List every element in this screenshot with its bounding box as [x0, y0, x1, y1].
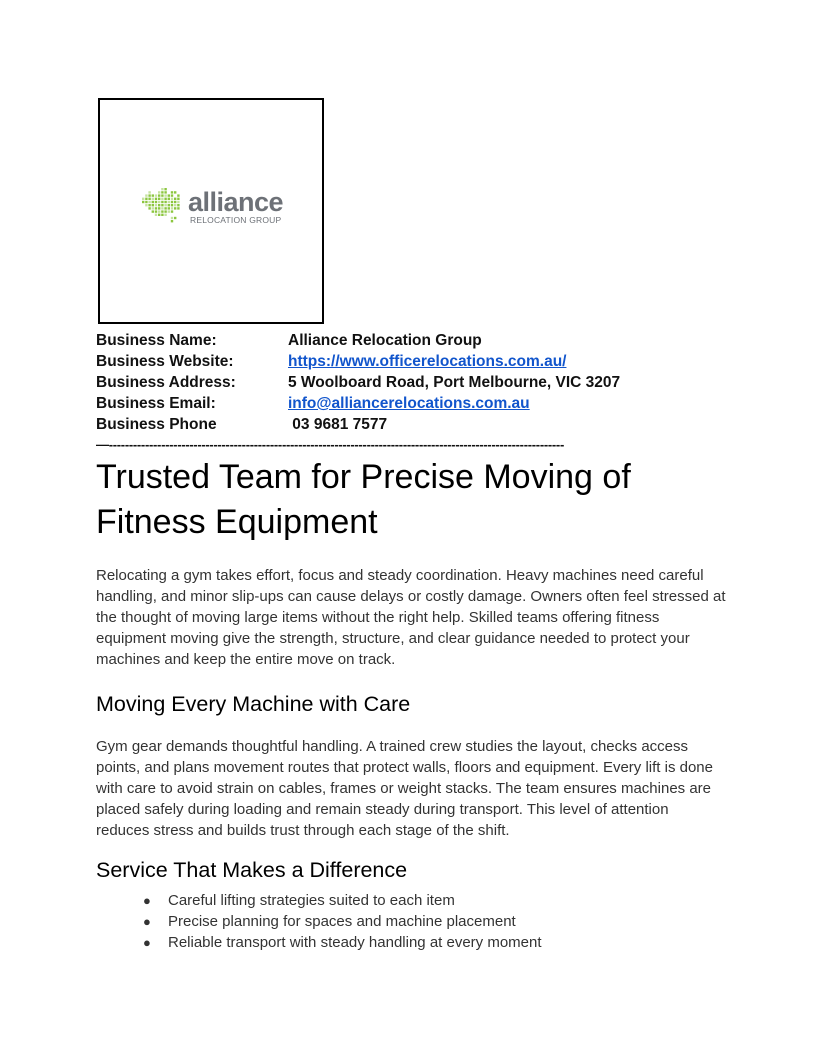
bullet-icon: ● [143, 935, 151, 950]
business-name-value: Alliance Relocation Group [288, 332, 482, 349]
business-website-row [96, 351, 736, 372]
business-website-label: Business Website: [96, 353, 234, 370]
logo-subtitle: RELOCATION GROUP [190, 215, 282, 225]
business-info [96, 330, 736, 435]
list-item [143, 911, 542, 932]
business-email-row [96, 393, 736, 414]
article-title: Trusted Team for Precise Moving of Fitness Equipment [96, 458, 631, 541]
logo-wordmark: alliance [188, 187, 284, 217]
business-email-link[interactable]: info@alliancerelocations.com.au [288, 395, 530, 412]
business-address-row [96, 372, 736, 393]
service-bullet-list [143, 890, 542, 953]
business-phone-row [96, 414, 736, 435]
business-address-value: 5 Woolboard Road, Port Melbourne, VIC 3207 [288, 374, 621, 391]
business-address-label: Business Address: [96, 374, 236, 391]
divider-line: —----------------------------------------------------------------------------------------------------------------- [96, 437, 564, 452]
business-name-row [96, 330, 736, 351]
bullet-icon: ● [143, 893, 151, 908]
business-logo [98, 98, 324, 324]
bullet-text: Reliable transport with steady handling at every moment [168, 934, 542, 951]
care-paragraph: Gym gear demands thoughtful handling. A trained crew studies the layout, checks access points, and plans movement routes that protect walls, floors and equipment. Every lift is done with care to avoid strain on cables, frames or weight stacks. The team ensures machines are placed safely during loading and remain steady during transport. This level of attention reduces stress and builds trust through each stage of the shift. [96, 738, 713, 839]
section-heading-service: Service That Makes a Difference [96, 858, 408, 882]
list-item [143, 890, 542, 911]
business-phone-label: Business Phone [96, 416, 217, 433]
bullet-text: Precise planning for spaces and machine placement [168, 913, 516, 930]
business-email-label: Business Email: [96, 395, 216, 412]
intro-paragraph: Relocating a gym takes effort, focus and steady coordination. Heavy machines need careful handling, and minor slip-ups can cause delays or costly damage. Owners often feel stressed at the thought of moving large items without the right help. Skilled teams offering fitness equipment moving give the strength, structure, and clear guidance needed to protect your machines and keep the entire move on track. [96, 567, 726, 668]
business-website-link[interactable]: https://www.officerelocations.com.au/ [288, 353, 567, 370]
section-heading-care: Moving Every Machine with Care [96, 692, 411, 716]
list-item [143, 932, 542, 953]
australia-map-icon [142, 186, 186, 230]
bullet-text: Careful lifting strategies suited to each item [168, 892, 455, 909]
business-name-label: Business Name: [96, 332, 217, 349]
bullet-icon: ● [143, 914, 151, 929]
business-phone-value: 03 9681 7577 [288, 416, 388, 433]
